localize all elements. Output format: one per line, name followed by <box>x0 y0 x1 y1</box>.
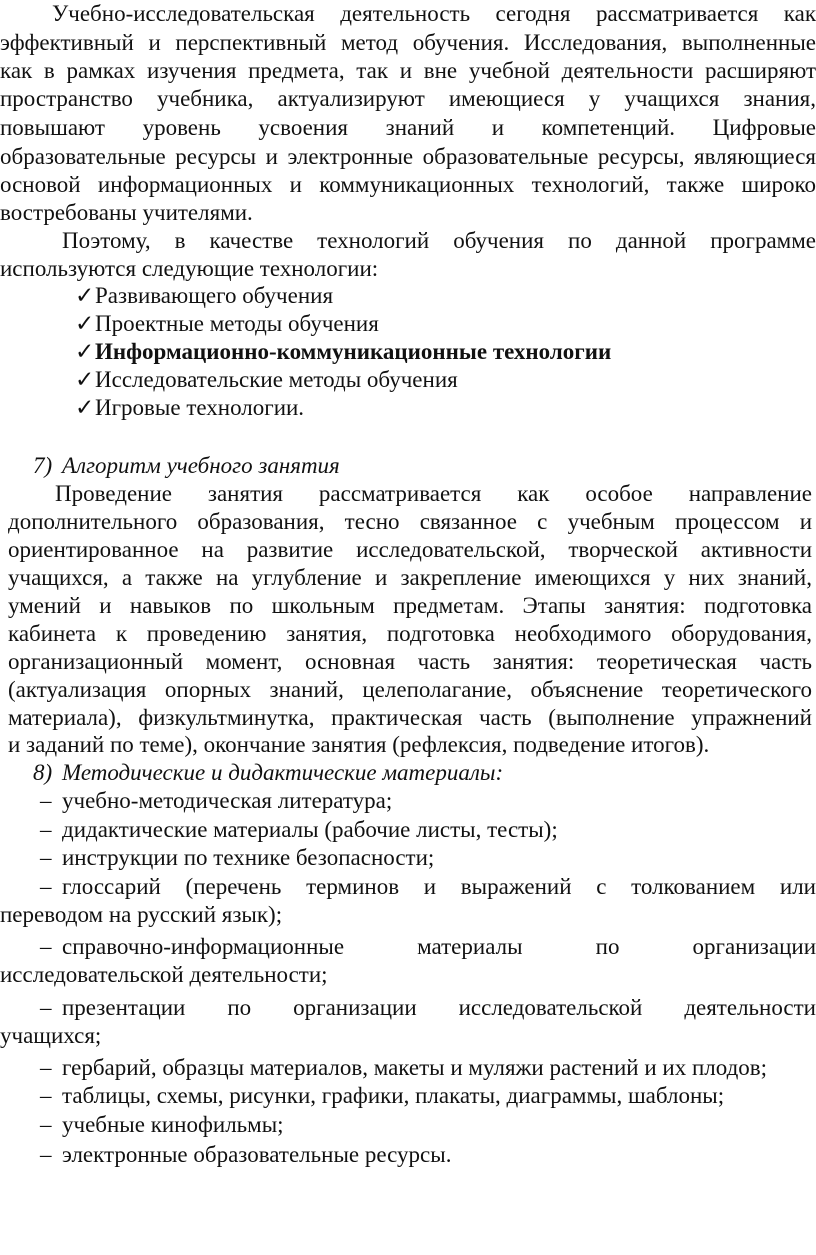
list-item: Проектные методы обучения <box>95 311 379 336</box>
paragraph-line: основой информационных и коммуникационных технологий, также широко <box>0 172 816 197</box>
paragraph-line: учащихся, а также на углубление и закрепление имеющихся у них знаний, <box>8 565 812 590</box>
dash-icon: – <box>40 1055 52 1080</box>
check-icon: ✓ <box>75 283 95 308</box>
dash-icon: – <box>40 817 52 842</box>
check-icon: ✓ <box>75 367 95 392</box>
list-item: справочно-информационные материалы по организации <box>62 934 816 959</box>
paragraph-line: Поэтому, в качестве технологий обучения по данной программе <box>62 228 816 253</box>
list-item-continuation: учащихся; <box>0 1023 102 1048</box>
paragraph-line: как в рамках изучения предмета, так и вне учебной деятельности расширяют <box>0 58 816 83</box>
paragraph-line: повышают уровень усвоения знаний и компетенций. Цифровые <box>0 115 816 140</box>
list-item: учебно-методическая литература; <box>62 788 393 813</box>
paragraph-line: ориентированное на развитие исследовательской, творческой активности <box>8 537 812 562</box>
list-item: дидактические материалы (рабочие листы, тесты); <box>62 817 558 842</box>
section-title: Алгоритм учебного занятия <box>62 453 340 478</box>
dash-icon: – <box>40 874 52 899</box>
section-title: Методические и дидактические материалы: <box>62 760 504 785</box>
dash-icon: – <box>40 788 52 813</box>
check-icon: ✓ <box>75 395 95 420</box>
paragraph-line: умений и навыков по школьным предметам. Этапы занятия: подготовка <box>8 593 812 618</box>
paragraph-line: востребованы учителями. <box>0 200 253 225</box>
section-number: 8) <box>33 760 53 785</box>
list-item: глоссарий (перечень терминов и выражений с толкованием или <box>62 874 816 899</box>
paragraph-line: используются следующие технологии: <box>0 256 379 281</box>
check-icon: ✓ <box>75 339 95 364</box>
list-item-continuation: переводом на русский язык); <box>0 902 283 927</box>
dash-icon: – <box>40 995 52 1020</box>
list-item-continuation: исследовательской деятельности; <box>0 962 328 987</box>
list-item: Информационно-коммуникационные технологии <box>95 339 612 364</box>
dash-icon: – <box>40 1142 52 1167</box>
list-item: учебные кинофильмы; <box>62 1112 284 1137</box>
paragraph-line: организационный момент, основная часть занятия: теоретическая часть <box>8 649 812 674</box>
list-item: таблицы, схемы, рисунки, графики, плакаты, диаграммы, шаблоны; <box>62 1083 725 1108</box>
check-icon: ✓ <box>75 311 95 336</box>
list-item: Развивающего обучения <box>95 283 334 308</box>
paragraph-line: и заданий по теме), окончание занятия (рефлексия, подведение итогов). <box>8 732 710 757</box>
dash-icon: – <box>40 1083 52 1108</box>
paragraph-line: дополнительного образования, тесно связанное с учебным процессом и <box>8 509 812 534</box>
list-item: Игровые технологии. <box>95 395 305 420</box>
paragraph-line: кабинета к проведению занятия, подготовка необходимого оборудования, <box>8 621 812 646</box>
list-item: презентации по организации исследовательской деятельности <box>62 995 816 1020</box>
dash-icon: – <box>40 934 52 959</box>
list-item: Исследовательские методы обучения <box>95 367 458 392</box>
paragraph-line: Учебно-исследовательская деятельность сегодня рассматривается как <box>52 1 816 26</box>
paragraph-line: образовательные ресурсы и электронные образовательные ресурсы, являющиеся <box>0 144 816 169</box>
paragraph-line: (актуализация опорных знаний, целеполагание, объяснение теоретического <box>8 677 812 702</box>
paragraph-line: эффективный и перспективный метод обучения. Исследования, выполненные <box>0 30 816 55</box>
section-number: 7) <box>33 453 53 478</box>
list-item: электронные образовательные ресурсы. <box>62 1142 452 1167</box>
dash-icon: – <box>40 845 52 870</box>
list-item: гербарий, образцы материалов, макеты и муляжи растений и их плодов; <box>62 1055 768 1080</box>
paragraph-line: материала), физкультминутка, практическая часть (выполнение упражнений <box>8 705 812 730</box>
dash-icon: – <box>40 1112 52 1137</box>
list-item: инструкции по технике безопасности; <box>62 845 435 870</box>
paragraph-line: пространство учебника, актуализируют имеющиеся у учащихся знания, <box>0 86 816 111</box>
paragraph-line: Проведение занятия рассматривается как особое направление <box>55 481 812 506</box>
